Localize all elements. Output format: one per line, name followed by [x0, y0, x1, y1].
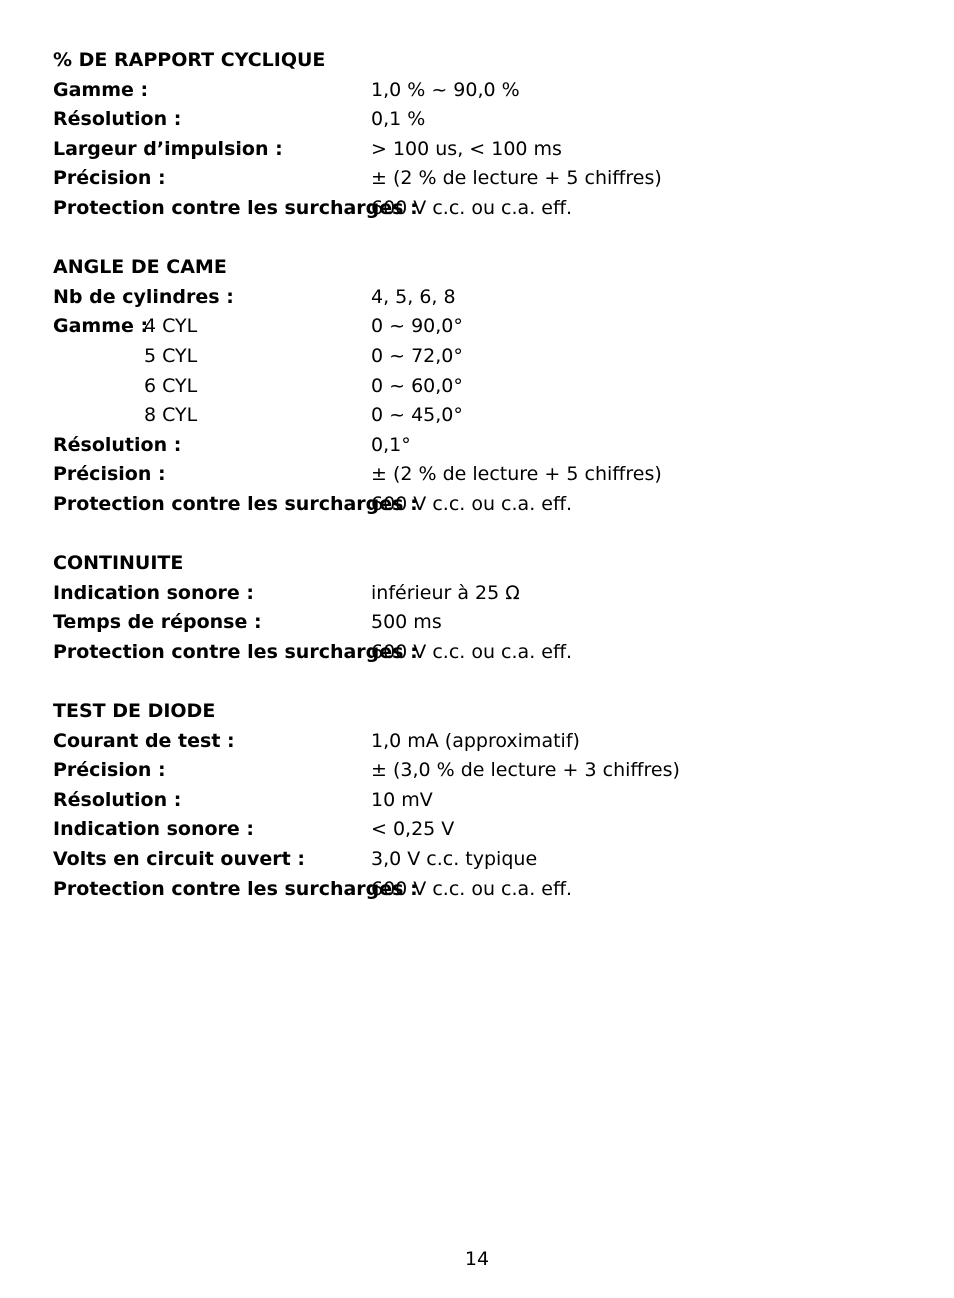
spec-row — [53, 135, 913, 165]
spec-row — [53, 579, 913, 609]
spec-value: 600 V c.c. ou c.a. eff. — [371, 492, 573, 515]
spec-sublabel: 8 CYL — [144, 404, 198, 427]
spec-label: Gamme : — [53, 315, 149, 338]
spec-row — [53, 312, 913, 342]
spec-label: Résolution : — [53, 108, 182, 131]
spec-value: > 100 us, < 100 ms — [371, 137, 562, 160]
spec-row — [53, 105, 913, 135]
section-title: CONTINUITE — [53, 552, 184, 575]
spec-value: inférieur à 25 Ω — [371, 581, 520, 604]
spec-row — [53, 431, 913, 461]
spec-label: Indication sonore : — [53, 818, 254, 841]
spec-label: Précision : — [53, 167, 166, 190]
spec-value: 10 mV — [371, 788, 433, 811]
spec-label: Précision : — [53, 759, 166, 782]
spec-value: 0 ~ 45,0° — [371, 404, 463, 427]
spec-sublabel: 4 CYL — [144, 315, 198, 338]
spec-row — [53, 372, 913, 402]
spec-row — [53, 194, 913, 224]
section-duty-cycle — [53, 46, 913, 224]
spec-label: Temps de réponse : — [53, 611, 262, 634]
spec-label: Résolution : — [53, 433, 182, 456]
spec-label: Gamme : — [53, 78, 149, 101]
spec-sublabel: 5 CYL — [144, 344, 198, 367]
spec-value: ± (2 % de lecture + 5 chiffres) — [371, 167, 662, 190]
section-title: % DE RAPPORT CYCLIQUE — [53, 49, 326, 71]
spec-value: 600 V c.c. ou c.a. eff. — [371, 196, 573, 219]
spec-value: 0 ~ 72,0° — [371, 344, 463, 367]
spec-label: Courant de test : — [53, 729, 235, 752]
page-number: 14 — [464, 1248, 490, 1270]
spec-row — [53, 638, 913, 668]
spec-row — [53, 608, 913, 638]
spec-value: 0 ~ 60,0° — [371, 374, 463, 397]
spec-value: 0,1 % — [371, 108, 426, 131]
spec-sublabel: 6 CYL — [144, 374, 198, 397]
spec-label: Protection contre les surcharges : — [53, 640, 418, 663]
spec-content — [53, 46, 913, 934]
spec-label: Nb de cylindres : — [53, 285, 234, 308]
spec-value: 1,0 mA (approximatif) — [371, 729, 580, 752]
spec-label: Largeur d’impulsion : — [53, 137, 283, 160]
spec-row — [53, 727, 913, 757]
spec-row — [53, 786, 913, 816]
spec-row — [53, 490, 913, 520]
spec-label: Indication sonore : — [53, 581, 254, 604]
spec-row — [53, 756, 913, 786]
spec-label: Précision : — [53, 463, 166, 486]
spec-label: Résolution : — [53, 788, 182, 811]
spec-value: ± (3,0 % de lecture + 3 chiffres) — [371, 759, 680, 782]
spec-value: 600 V c.c. ou c.a. eff. — [371, 877, 573, 900]
section-dwell-angle — [53, 253, 913, 519]
section-title: ANGLE DE CAME — [53, 256, 227, 279]
spec-label: Volts en circuit ouvert : — [53, 848, 305, 871]
spec-row — [53, 76, 913, 106]
spec-value: < 0,25 V — [371, 818, 455, 841]
spec-row — [53, 460, 913, 490]
section-diode-test — [53, 697, 913, 904]
spec-value: 500 ms — [371, 611, 442, 634]
section-continuity — [53, 549, 913, 667]
spec-row — [53, 401, 913, 431]
section-title: TEST DE DIODE — [53, 700, 216, 723]
spec-value: 3,0 V c.c. typique — [371, 848, 538, 871]
spec-row — [53, 164, 913, 194]
spec-label: Protection contre les surcharges : — [53, 196, 418, 219]
spec-row — [53, 875, 913, 905]
spec-value: ± (2 % de lecture + 5 chiffres) — [371, 463, 662, 486]
spec-label: Protection contre les surcharges : — [53, 877, 418, 900]
spec-value: 0,1° — [371, 433, 411, 456]
spec-value: 4, 5, 6, 8 — [371, 285, 456, 308]
spec-row — [53, 283, 913, 313]
spec-value: 0 ~ 90,0° — [371, 315, 463, 338]
spec-value: 1,0 % ~ 90,0 % — [371, 78, 520, 101]
spec-row — [53, 342, 913, 372]
spec-row — [53, 845, 913, 875]
spec-label: Protection contre les surcharges : — [53, 492, 418, 515]
spec-row — [53, 815, 913, 845]
spec-value: 600 V c.c. ou c.a. eff. — [371, 640, 573, 663]
